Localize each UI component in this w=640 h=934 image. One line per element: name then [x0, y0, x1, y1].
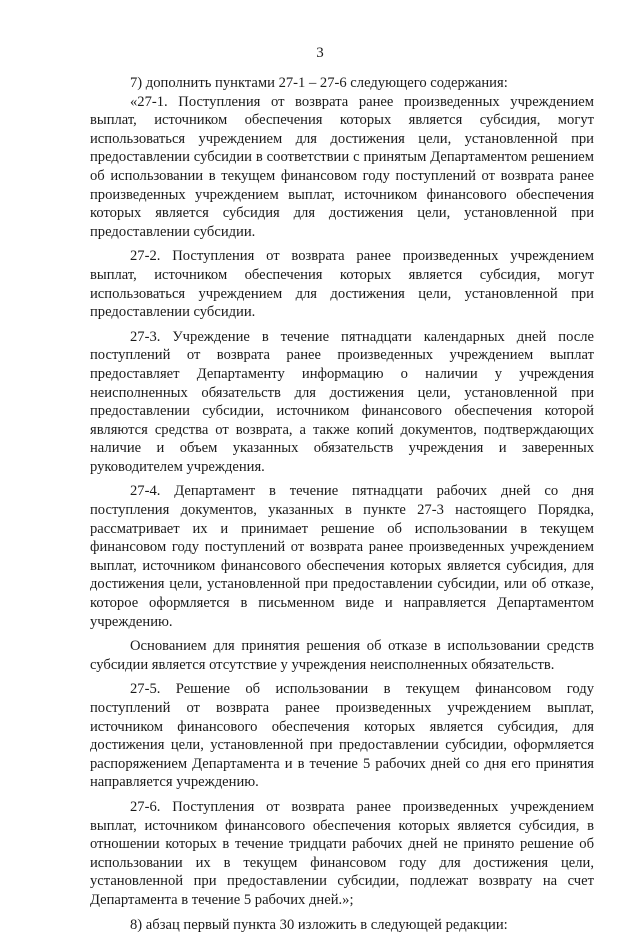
paragraph-clause-27-3: 27-3. Учреждение в течение пятнадцати календарных дней после поступлений от возврата ранее произведенных учреждением выплат предоставляет Департаменту информацию о наличии у учреждения неисполненных обязательств для достижения цели, установленной при предоставлении субсидии, источником финансового обеспечения которой являются средства от возврата, а также копий документов, подтверждающих наличие и объем указанных обязательств учреждения и заверенных руководителем учреждения. — [90, 328, 594, 475]
paragraph-clause-27-2: 27-2. Поступления от возврата ранее произведенных учреждением выплат, источником обеспечения которых является субсидия, могут использоваться учреждением для достижения цели, установленной при предоставлении субсидии. — [90, 248, 594, 321]
paragraph-item-8-intro: 8) абзац первый пункта 30 изложить в следующей редакции: — [130, 916, 508, 933]
document-body — [90, 74, 594, 934]
paragraph-refusal-grounds: Основанием для принятия решения об отказе в использовании средств субсидии является отсутствие у учреждения неисполненных обязательств. — [90, 638, 594, 673]
paragraph-clause-27-4: 27-4. Департамент в течение пятнадцати рабочих дней со дня поступления документов, указанных в пункте 27-3 настоящего Порядка, рассматривает их и принимает решение об использовании в текущем финансовом году поступлений от возврата ранее произведенных учреждением выплат, источником финансового обеспечения которых является субсидия, для достижения цели, установленной при предоставлении субсидии, или об отказе, которое оформляется в письменном виде и направляется Департаментом учреждению. — [90, 483, 594, 630]
page-number: 3 — [316, 45, 324, 61]
paragraph-clause-27-6: 27-6. Поступления от возврата ранее произведенных учреждением выплат, источником финансового обеспечения которых является субсидия, в отношении которых в течение тридцати рабочих дней не принято решение об использовании их в текущем финансовом году для достижения цели, установленной при предоставлении субсидии, подлежат возврату на счет Департамента в течение 5 рабочих дней.»; — [90, 798, 594, 908]
paragraph-clause-27-1: «27-1. Поступления от возврата ранее произведенных учреждением выплат, источником обеспечения которых является субсидия, могут использоваться учреждением для достижения цели, установленной при предоставлении субсидии в соответствии с принятым Департаментом решением об использовании в текущем финансовом году поступлений от возврата ранее произведенных учреждением выплат, источником финансового обеспечения которых является субсидия для достижения цели, установленной при предоставлении субсидии. — [90, 93, 594, 240]
paragraph-item-7-intro: 7) дополнить пунктами 27-1 – 27-6 следующего содержания: — [130, 75, 508, 91]
paragraph-clause-27-5: 27-5. Решение об использовании в текущем финансовом году поступлений от возврата ранее произведенных учреждением выплат, источником финансового обеспечения которых является субсидия, для достижения цели, установленной при предоставлении субсидии, оформляется распоряжением Департамента и в течение 5 рабочих дней со дня его принятия направляется учреждению. — [90, 681, 594, 791]
